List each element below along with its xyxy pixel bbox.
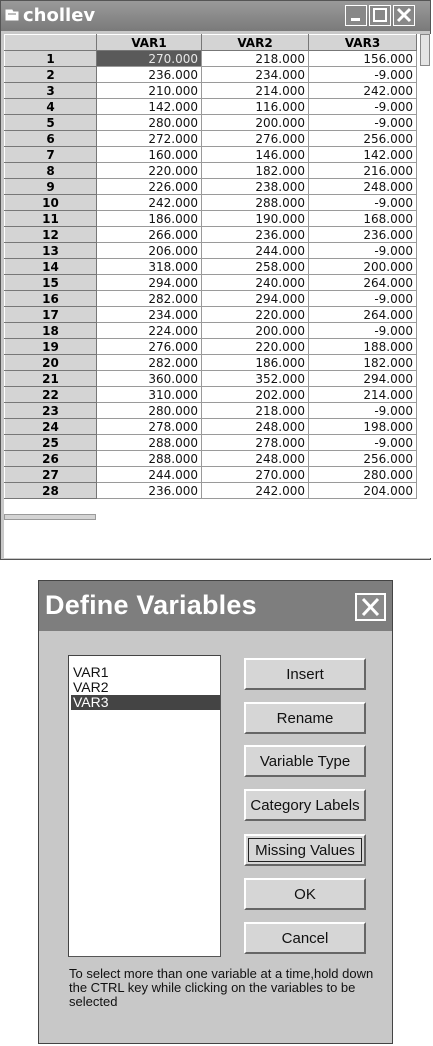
table-row	[5, 51, 417, 67]
close-button[interactable]	[393, 5, 415, 26]
variable-item-var1[interactable]: VAR1	[73, 664, 109, 680]
cancel-button[interactable]: Cancel	[244, 922, 366, 954]
data-cell[interactable]: 236.000	[309, 227, 417, 243]
row-header[interactable]: 22	[5, 387, 97, 403]
table-row	[5, 99, 417, 115]
data-cell[interactable]: 206.000	[97, 243, 202, 259]
data-cell[interactable]: 244.000	[202, 243, 309, 259]
row-header[interactable]: 19	[5, 339, 97, 355]
row-header[interactable]: 8	[5, 163, 97, 179]
data-cell[interactable]: 270.000	[202, 467, 309, 483]
data-cell[interactable]: 200.000	[202, 323, 309, 339]
row-header[interactable]: 7	[5, 147, 97, 163]
data-cell[interactable]: 264.000	[309, 275, 417, 291]
table-row	[5, 387, 417, 403]
maximize-icon	[370, 6, 390, 25]
data-cell[interactable]: 218.000	[202, 403, 309, 419]
table-row	[5, 163, 417, 179]
data-cell[interactable]: 242.000	[202, 483, 309, 499]
data-cell[interactable]: 204.000	[309, 483, 417, 499]
column-header-var1[interactable]: VAR1	[97, 35, 202, 51]
data-cell[interactable]: 186.000	[202, 355, 309, 371]
data-cell[interactable]: 202.000	[202, 387, 309, 403]
document-icon	[5, 8, 19, 22]
row-header[interactable]: 26	[5, 451, 97, 467]
data-cell[interactable]: -9.000	[309, 67, 417, 83]
row-header-stub	[4, 514, 96, 520]
data-cell[interactable]: 280.000	[97, 115, 202, 131]
data-cell[interactable]: 234.000	[97, 307, 202, 323]
row-header[interactable]: 14	[5, 259, 97, 275]
data-cell[interactable]: 214.000	[202, 83, 309, 99]
row-header[interactable]: 16	[5, 291, 97, 307]
table-row	[5, 291, 417, 307]
ok-button[interactable]: OK	[244, 878, 366, 910]
data-cell[interactable]: 146.000	[202, 147, 309, 163]
data-cell[interactable]: 234.000	[202, 67, 309, 83]
table-row	[5, 323, 417, 339]
row-header[interactable]: 21	[5, 371, 97, 387]
row-header[interactable]: 11	[5, 211, 97, 227]
data-cell[interactable]: 360.000	[97, 371, 202, 387]
table-row	[5, 275, 417, 291]
data-cell[interactable]: 266.000	[97, 227, 202, 243]
dialog-titlebar[interactable]	[39, 581, 392, 631]
data-cell[interactable]: 256.000	[309, 131, 417, 147]
row-header[interactable]: 15	[5, 275, 97, 291]
data-cell[interactable]: 352.000	[202, 371, 309, 387]
data-cell[interactable]: 288.000	[97, 451, 202, 467]
table-row	[5, 83, 417, 99]
insert-button[interactable]: Insert	[244, 658, 366, 690]
data-cell[interactable]: 242.000	[309, 83, 417, 99]
row-header[interactable]: 28	[5, 483, 97, 499]
data-cell[interactable]: 278.000	[97, 419, 202, 435]
table-row	[5, 339, 417, 355]
row-header[interactable]: 17	[5, 307, 97, 323]
row-header[interactable]: 18	[5, 323, 97, 339]
row-header[interactable]: 25	[5, 435, 97, 451]
table-row	[5, 435, 417, 451]
data-cell[interactable]: 220.000	[202, 339, 309, 355]
data-cell[interactable]: 198.000	[309, 419, 417, 435]
data-cell[interactable]: 168.000	[309, 211, 417, 227]
data-cell[interactable]: 318.000	[97, 259, 202, 275]
data-cell[interactable]: 236.000	[97, 483, 202, 499]
data-table	[4, 34, 417, 499]
define-variables-dialog	[38, 580, 393, 1044]
table-row	[5, 307, 417, 323]
data-cell[interactable]: 288.000	[202, 195, 309, 211]
close-icon	[394, 6, 414, 25]
table-row	[5, 451, 417, 467]
data-cell[interactable]: 258.000	[202, 259, 309, 275]
data-cell[interactable]: 244.000	[97, 467, 202, 483]
maximize-button[interactable]	[369, 5, 391, 26]
data-cell[interactable]: 264.000	[309, 307, 417, 323]
data-cell[interactable]: 282.000	[97, 355, 202, 371]
row-header[interactable]: 12	[5, 227, 97, 243]
row-header[interactable]: 10	[5, 195, 97, 211]
data-cell[interactable]: -9.000	[309, 195, 417, 211]
data-cell[interactable]: 238.000	[202, 179, 309, 195]
data-cell[interactable]: 294.000	[202, 291, 309, 307]
missing-values-button[interactable]: Missing Values	[244, 834, 366, 866]
column-header-var3[interactable]: VAR3	[309, 35, 417, 51]
row-header[interactable]: 3	[5, 83, 97, 99]
data-cell[interactable]: 142.000	[97, 99, 202, 115]
data-cell[interactable]: 310.000	[97, 387, 202, 403]
variable-item-var3[interactable]: VAR3	[71, 695, 220, 710]
table-row	[5, 243, 417, 259]
row-header[interactable]: 13	[5, 243, 97, 259]
table-row	[5, 403, 417, 419]
table-row	[5, 259, 417, 275]
data-cell[interactable]: -9.000	[309, 291, 417, 307]
data-cell[interactable]: -9.000	[309, 99, 417, 115]
data-cell[interactable]: 248.000	[202, 451, 309, 467]
data-cell[interactable]: 236.000	[202, 227, 309, 243]
data-cell[interactable]: -9.000	[309, 403, 417, 419]
data-cell[interactable]: 220.000	[97, 163, 202, 179]
data-cell[interactable]: -9.000	[309, 115, 417, 131]
close-icon	[357, 595, 384, 619]
table-row	[5, 467, 417, 483]
data-cell[interactable]: 248.000	[309, 179, 417, 195]
data-cell[interactable]: 280.000	[309, 467, 417, 483]
data-cell[interactable]: 216.000	[309, 163, 417, 179]
table-row	[5, 211, 417, 227]
data-cell[interactable]: 288.000	[97, 435, 202, 451]
data-cell[interactable]: 214.000	[309, 387, 417, 403]
data-cell[interactable]: 248.000	[202, 419, 309, 435]
selection-hint: To select more than one variable at a time,hold down the CTRL key while clicking on the variables to be selected	[69, 966, 374, 1009]
table-row	[5, 131, 417, 147]
data-cell[interactable]: 278.000	[202, 435, 309, 451]
row-header[interactable]: 5	[5, 115, 97, 131]
dialog-close-button[interactable]	[355, 593, 386, 621]
minimize-icon	[346, 6, 366, 25]
data-cell[interactable]: 272.000	[97, 131, 202, 147]
data-cell[interactable]: 226.000	[97, 179, 202, 195]
data-cell[interactable]: 218.000	[202, 51, 309, 67]
data-window-titlebar[interactable]	[1, 1, 430, 31]
data-cell[interactable]: 276.000	[202, 131, 309, 147]
data-cell[interactable]: 280.000	[97, 403, 202, 419]
row-header[interactable]: 2	[5, 67, 97, 83]
variable-list[interactable]	[68, 655, 221, 957]
row-header[interactable]: 6	[5, 131, 97, 147]
data-cell[interactable]: 210.000	[97, 83, 202, 99]
data-cell[interactable]: 190.000	[202, 211, 309, 227]
data-cell[interactable]: 116.000	[202, 99, 309, 115]
table-row	[5, 371, 417, 387]
minimize-button[interactable]	[345, 5, 367, 26]
table-row	[5, 227, 417, 243]
data-cell[interactable]: -9.000	[309, 435, 417, 451]
column-header-var2[interactable]: VAR2	[202, 35, 309, 51]
data-cell[interactable]: -9.000	[309, 243, 417, 259]
vertical-scrollbar[interactable]	[420, 34, 430, 66]
table-row	[5, 419, 417, 435]
data-cell[interactable]: 156.000	[309, 51, 417, 67]
row-header[interactable]: 1	[5, 51, 97, 67]
table-row	[5, 115, 417, 131]
data-cell[interactable]: 242.000	[97, 195, 202, 211]
data-cell[interactable]: 182.000	[202, 163, 309, 179]
data-cell[interactable]: 200.000	[309, 259, 417, 275]
rename-button[interactable]: Rename	[244, 702, 366, 734]
data-cell[interactable]: 220.000	[202, 307, 309, 323]
data-cell[interactable]: 236.000	[97, 67, 202, 83]
data-cell[interactable]: 294.000	[309, 371, 417, 387]
data-cell[interactable]: 294.000	[97, 275, 202, 291]
data-cell[interactable]: 282.000	[97, 291, 202, 307]
category-labels-button[interactable]: Category Labels	[244, 789, 366, 821]
variable-item-var2[interactable]: VAR2	[73, 679, 109, 695]
row-header[interactable]: 24	[5, 419, 97, 435]
row-header[interactable]: 20	[5, 355, 97, 371]
table-row	[5, 355, 417, 371]
variable-type-button[interactable]: Variable Type	[244, 745, 366, 777]
data-cell[interactable]: 240.000	[202, 275, 309, 291]
dialog-title: Define Variables	[45, 590, 257, 620]
active-cell[interactable]: 270.000	[97, 51, 202, 67]
data-cell[interactable]: 200.000	[202, 115, 309, 131]
row-header[interactable]: 4	[5, 99, 97, 115]
row-header[interactable]: 9	[5, 179, 97, 195]
corner-cell[interactable]	[5, 35, 97, 51]
row-header[interactable]: 23	[5, 403, 97, 419]
data-cell[interactable]: 188.000	[309, 339, 417, 355]
data-cell[interactable]: 182.000	[309, 355, 417, 371]
data-cell[interactable]: 160.000	[97, 147, 202, 163]
row-header[interactable]: 27	[5, 467, 97, 483]
data-cell[interactable]: -9.000	[309, 323, 417, 339]
data-cell[interactable]: 256.000	[309, 451, 417, 467]
data-cell[interactable]: 276.000	[97, 339, 202, 355]
data-grid[interactable]	[4, 34, 431, 558]
table-row	[5, 67, 417, 83]
header-row	[5, 35, 417, 51]
data-cell[interactable]: 142.000	[309, 147, 417, 163]
table-row	[5, 483, 417, 499]
data-cell[interactable]: 186.000	[97, 211, 202, 227]
table-row	[5, 195, 417, 211]
data-cell[interactable]: 224.000	[97, 323, 202, 339]
table-row	[5, 179, 417, 195]
table-row	[5, 147, 417, 163]
data-window-title: chollev	[23, 5, 96, 26]
